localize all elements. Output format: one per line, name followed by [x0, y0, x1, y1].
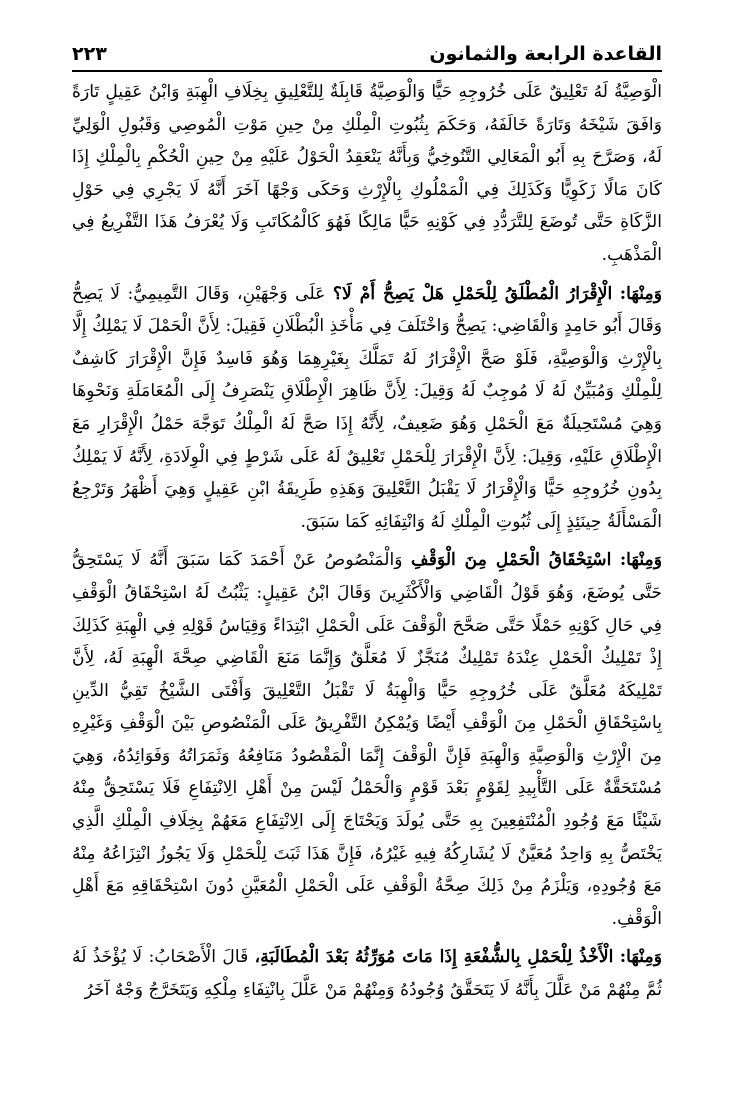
paragraph-2-text: عَلَى وَجْهَيْنِ، وَقَالَ التَّمِيمِيُّ: لَا يَصِحُّ وَقَالَ أَبُو حَامِدٍ وَالْقَاضِي: يَصِحُّ وَاخْتَلَفَ فِي مَأْخَذِ الْبُطْلَانِ فَقِيلَ: لِأَنَّ الْحَمْلَ لَا يَمْلِكُ إِلَّا بِالْإِرْثِ وَالْوَصِيَّةِ، فَلَوْ صَحَّ الْإِقْرَارُ لَهُ تَمَلَّكَ بِغَيْرِهِمَا وَهُوَ فَاسِدٌ فَإِنَّ الْإِقْرَارَ كَاشِفٌ لِلْمِلْكِ وَمُبَيِّنٌ لَهُ لَا مُوجِبٌ لَهُ وَقِيلَ: لِأَنَّ ظَاهِرَ الْإِطْلَاقِ يَنْصَرِفُ إِلَى الْمُعَامَلَةِ وَنَحْوِهَا وَهِيَ مُسْتَحِيلَةٌ مَعَ الْحَمْلِ وَهُوَ ضَعِيفٌ، لِأَنَّهُ إِذَا صَحَّ لَهُ الْمِلْكُ تَوَجَّهَ حَمْلُ الْإِقْرَارِ مَعَ الْإِطْلَاقِ عَلَيْهِ، وَقِيلَ: لِأَنَّ الْإِقْرَارَ لِلْحَمْلِ تَعْلِيقٌ لَهُ عَلَى شَرْطٍ فِي الْوِلَادَةِ، لِأَنَّهُ لَا يَمْلِكُ بِدُونِ خُرُوجِهِ حَيًّا وَالْإِقْرَارُ لَا يَقْبَلُ التَّعْلِيقَ وَهَذِهِ طَرِيقَةُ ابْنِ عَقِيلٍ وَهِيَ أَظْهَرُ وَتَرْجِعُ الْمَسْأَلَةُ حِينَئِذٍ إِلَى ثُبُوتِ الْمِلْكِ لَهُ وَانْتِفَائِهِ كَمَا سَبَقَ.	[72, 283, 662, 532]
paragraph-4-lead: وَمِنْهَا:	[619, 947, 662, 968]
paragraph-2-topic: الْإِقْرَارُ الْمُطْلَقُ لِلْحَمْلِ هَلْ يَصِحُّ أَمْ لَا؟	[332, 283, 613, 304]
paragraph-4-text: قَالَ الْأَصْحَابُ: لَا يُؤْخَذُ لَهُ ثُمَّ مِنْهُمْ مَنْ عَلَّلَ بِأَنَّهُ لَا يَتَحَقَّقُ وُجُودُهُ وَمِنْهُمْ مَنْ عَلَّلَ بِانْتِفَاءِ مِلْكِهِ وَيَتَخَرَّجُ وَجْهٌ آخَرُ	[72, 947, 662, 1001]
paragraph-3-topic: اسْتِحْقَاقُ الْحَمْلِ مِنَ الْوَقْفِ	[410, 550, 612, 571]
page-header	[72, 28, 662, 68]
paragraph-2-lead: وَمِنْهَا:	[619, 283, 662, 304]
paragraph-1	[72, 76, 662, 272]
paragraph-2	[72, 278, 662, 539]
page-number: ٢٢٣	[72, 43, 107, 65]
paragraph-4-topic: الْأَخْذُ لِلْحَمْلِ بِالشُّفْعَةِ إِذَا مَاتَ مُوَرِّثُهُ بَعْدَ الْمُطَالَبَةِ،	[254, 947, 614, 968]
main-text	[72, 76, 662, 1007]
paragraph-3	[72, 544, 662, 935]
paragraph-1-text: الْوَصِيَّةُ لَهُ تَعْلِيقٌ عَلَى خُرُوجِهِ حَيًّا وَالْوَصِيَّةُ قَابِلَةٌ لِلتَّعْلِيقِ بِخِلَافِ الْهِبَةِ وَابْنُ عَقِيلٍ تَارَةً وَافَقَ شَيْخَهُ وَتَارَةً خَالَفَهُ، وَحَكَمَ بِثُبُوتِ الْمِلْكِ مِنْ حِينِ مَوْتِ الْمُوصِي وَقَبُولِ الْوَلِيِّ لَهُ، وَصَرَّحَ بِهِ أَبُو الْمَعَالِي التَّنُوخِيُّ وَبِأَنَّهُ يَنْعَقِدُ الْحَوْلُ عَلَيْهِ مِنْ حِينِ الْحُكْمِ بِالْمِلْكِ إِذَا كَانَ مَالًا زَكَوِيًّا وَكَذَلِكَ فِي الْمَمْلُوكِ بِالْإِرْثِ وَحَكَى وَجْهًا آخَرَ أَنَّهُ لَا يَجْرِي فِي حَوْلِ الزَّكَاةِ حَتَّى تُوضَعَ لِلتَّرَدُّدِ فِي كَوْنِهِ حَيًّا مَالِكًا فَهُوَ كَالْمُكَاتَبِ وَلَا يُعْرَفُ هَذَا التَّفْرِيعُ فِي الْمَذْهَبِ.	[72, 82, 662, 265]
running-title: القاعدة الرابعة والثمانون	[429, 43, 662, 65]
paragraph-3-lead: وَمِنْهَا:	[619, 550, 663, 571]
paragraph-3-text: وَالْمَنْصُوصُ عَنْ أَحْمَدَ كَمَا سَبَقَ أَنَّهُ لَا يَسْتَحِقُّ حَتَّى يُوضَعَ، وَهُوَ قَوْلُ الْقَاضِي وَالْأَكْثَرِينَ وَقَالَ ابْنُ عَقِيلٍ: يَثْبُتُ لَهُ اسْتِحْقَاقُ الْوَقْفِ فِي حَالِ كَوْنِهِ حَمْلًا حَتَّى صَحَّحَ الْوَقْفَ عَلَى الْحَمْلِ ابْتِدَاءً وَقِيَاسُ قَوْلِهِ فِي الْهِبَةِ كَذَلِكَ إِذْ تَمْلِيكُ الْحَمْلِ عِنْدَهُ تَمْلِيكٌ مُنَجَّزٌ لَا مُعَلَّقٌ وَإِنَّمَا مَنَعَ الْقَاضِي صِحَّةَ الْهِبَةِ لَهُ، لِأَنَّ تَمْلِيكَهُ مُعَلَّقٌ عَلَى خُرُوجِهِ حَيًّا وَالْهِبَةُ لَا تَقْبَلُ التَّعْلِيقَ وَأَفْتَى الشَّيْخُ تَقِيُّ الدِّينِ بِاسْتِحْقَاقِ الْحَمْلِ مِنَ الْوَقْفِ أَيْضًا وَيُمْكِنُ التَّفْرِيقُ عَلَى الْمَنْصُوصِ بَيْنَ الْوَقْفِ وَغَيْرِهِ مِنَ الْإِرْثِ وَالْوَصِيَّةِ وَالْهِبَةِ فَإِنَّ الْوَقْفَ إِنَّمَا الْمَقْصُودُ مَنَافِعُهُ وَثَمَرَاتُهُ وَفَوَائِدُهُ، وَهِيَ مُسْتَحَقَّةٌ عَلَى التَّأْبِيدِ لِقَوْمٍ بَعْدَ قَوْمٍ وَالْحَمْلُ لَيْسَ مِنْ أَهْلِ الِانْتِفَاعِ فَلَا يَسْتَحِقُّ مِنْهُ شَيْئًا مَعَ وُجُودِ الْمُنْتَفِعِينَ بِهِ حَتَّى يُولَدَ وَيَحْتَاجَ إِلَى الِانْتِفَاعِ مَعَهُمْ بِخِلَافِ الْمِلْكِ الَّذِي يَخْتَصُّ بِهِ وَاحِدٌ مُعَيَّنٌ لَا يُشَارِكُهُ فِيهِ غَيْرُهُ، فَإِنَّ هَذَا ثَبَتَ لِلْحَمْلِ وَلَا يَجُوزُ انْتِزَاعُهُ مِنْهُ مَعَ وُجُودِهِ، وَيَلْزَمُ مِنْ ذَلِكَ صِحَّةُ الْوَقْفِ عَلَى الْحَمْلِ الْمُعَيَّنِ دُونَ اسْتِحْقَاقِهِ مَعَ أَهْلِ الْوَقْفِ.	[72, 550, 662, 929]
header-divider	[72, 70, 662, 72]
paragraph-4	[72, 941, 662, 1006]
